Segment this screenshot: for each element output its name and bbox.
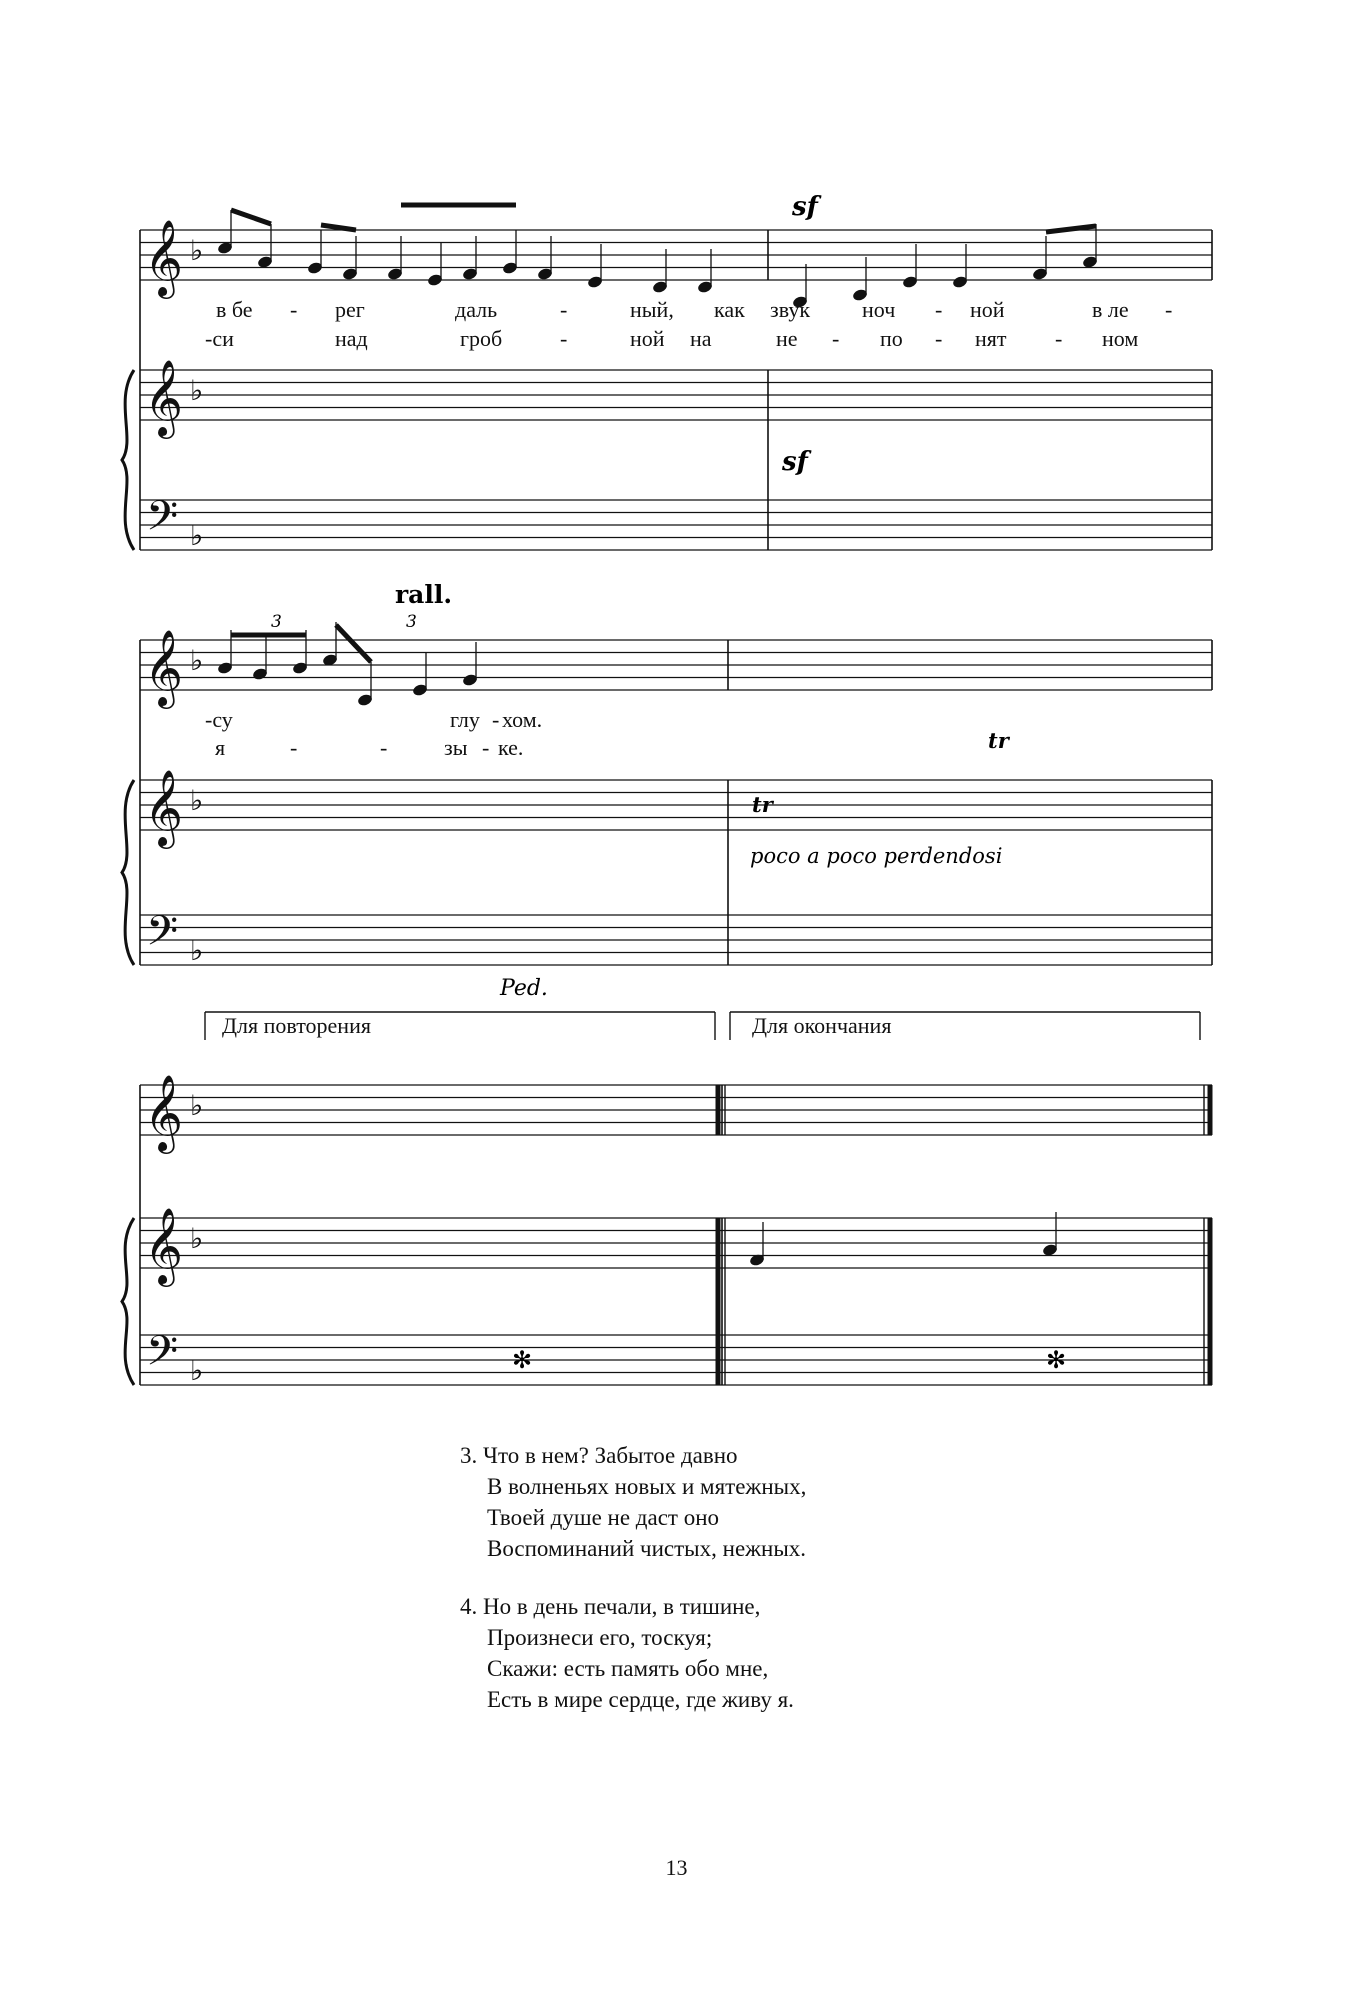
- piano-brace: [122, 780, 134, 965]
- page-number: 13: [665, 1855, 688, 1880]
- verse-line: Скажи: есть память обо мне,: [487, 1656, 769, 1681]
- bass-clef-icon: 𝄢: [146, 1327, 179, 1385]
- verse-line: Есть в мире сердце, где живу я.: [487, 1687, 794, 1712]
- flat-key-signature-icon: ♭: [190, 1089, 204, 1122]
- piano-brace: [122, 1218, 134, 1385]
- lyric-syllable: нят: [975, 326, 1007, 351]
- lyric-syllable: -: [290, 735, 298, 760]
- lyric-syllable: -: [482, 735, 490, 760]
- flat-key-signature-icon: ♭: [190, 374, 204, 407]
- verse-text: Но в день печали, в тишине,: [483, 1594, 761, 1619]
- lyric-syllable: -: [380, 735, 388, 760]
- flat-key-signature-icon: ♭: [190, 934, 204, 967]
- lyric-syllable: ной: [630, 326, 665, 351]
- lyric-syllable: в ле: [1092, 297, 1129, 322]
- piano-brace: [122, 370, 134, 550]
- lyric-syllable: глу: [450, 707, 480, 732]
- treble-clef-icon: 𝄞: [144, 1074, 184, 1151]
- lyric-syllable: -: [935, 326, 943, 351]
- lyric-syllable: как: [714, 297, 745, 322]
- trill-mark-2: tr: [988, 728, 1009, 753]
- expression-poco-a-poco: poco a poco perdendosi: [750, 844, 1003, 868]
- bass-clef-icon: 𝄢: [146, 492, 179, 550]
- dynamic-sf-piano: sf: [782, 447, 808, 477]
- verse-text: Что в нем? Забытое давно: [483, 1443, 738, 1468]
- verse-number: 4.: [460, 1594, 478, 1619]
- lyric-syllable: гроб: [460, 326, 503, 351]
- lyric-syllable: ный,: [630, 297, 674, 322]
- verse-line: Произнеси его, тоскуя;: [487, 1625, 713, 1650]
- treble-clef-icon: 𝄞: [144, 629, 184, 706]
- lyric-syllable: -: [560, 297, 568, 322]
- lyrics-s2-line1: [205, 707, 542, 732]
- treble-clef-icon: 𝄞: [144, 219, 184, 296]
- flat-key-signature-icon: ♭: [190, 1222, 204, 1255]
- treble-clef-icon: 𝄞: [144, 359, 184, 436]
- staff-lines: [122, 219, 1212, 1387]
- lyric-syllable: зы: [444, 735, 468, 760]
- tempo-rall: rall.: [395, 580, 453, 609]
- lyrics-s2-line2: [215, 735, 523, 760]
- lyric-syllable: хом.: [502, 707, 543, 732]
- lyric-syllable: звук: [770, 297, 811, 322]
- lyric-syllable: даль: [455, 297, 498, 322]
- lyric-syllable: -си: [205, 326, 234, 351]
- lyric-syllable: -: [1165, 297, 1173, 322]
- pedal-release-1: ✻: [512, 1346, 533, 1374]
- staff-stroke: [336, 625, 371, 662]
- lyric-syllable: в бе: [216, 297, 253, 322]
- lyrics-s1-line2: [205, 326, 1138, 351]
- verse-line: Твоей душе не даст оно: [487, 1505, 720, 1530]
- lyric-syllable: ноч: [862, 297, 896, 322]
- lyric-syllable: -: [492, 707, 500, 732]
- noteheads: [217, 205, 1099, 1267]
- verse-line: Воспоминаний чистых, нежных.: [487, 1536, 807, 1561]
- verse-line: В волненьях новых и мятежных,: [487, 1474, 807, 1499]
- lyric-syllable: -су: [205, 707, 233, 732]
- volta-2-label: Для окончания: [752, 1013, 892, 1038]
- lyric-syllable: по: [880, 326, 903, 351]
- treble-clef-icon: 𝄞: [144, 769, 184, 846]
- pedal-release-2: ✻: [1046, 1346, 1067, 1374]
- staff-stroke: [1046, 226, 1096, 232]
- lyric-syllable: ном: [1102, 326, 1139, 351]
- verse-number: 3.: [460, 1443, 478, 1468]
- verse-line: [460, 1440, 1060, 1471]
- verse-3: [460, 1440, 1060, 1564]
- staff-stroke: [321, 225, 356, 230]
- flat-key-signature-icon: ♭: [190, 234, 204, 267]
- treble-clef-icon: 𝄞: [144, 1207, 184, 1284]
- trill-mark-1: tr: [752, 792, 773, 817]
- staff-stroke: [231, 210, 271, 224]
- tuplet-3-a: 3: [271, 612, 282, 632]
- dynamic-sf-voice: sf: [792, 192, 818, 222]
- flat-key-signature-icon: ♭: [190, 1354, 204, 1387]
- flat-key-signature-icon: ♭: [190, 644, 204, 677]
- lyrics-s1-line1: [216, 297, 1172, 322]
- verses-block: [460, 1440, 1060, 1742]
- lyric-syllable: -: [935, 297, 943, 322]
- tuplet-3-b: 3: [406, 612, 417, 632]
- lyric-syllable: не: [776, 326, 798, 351]
- verse-line: [460, 1591, 1060, 1622]
- volta-1-label: Для повторения: [222, 1013, 371, 1038]
- lyric-syllable: рег: [335, 297, 365, 322]
- lyric-syllable: на: [690, 326, 712, 351]
- lyric-syllable: -: [290, 297, 298, 322]
- lyric-syllable: ной: [970, 297, 1005, 322]
- lyric-syllable: -: [560, 326, 568, 351]
- bass-clef-icon: 𝄢: [146, 907, 179, 965]
- lyric-syllable: ке.: [498, 735, 524, 760]
- verse-4: [460, 1591, 1060, 1715]
- flat-key-signature-icon: ♭: [190, 519, 204, 552]
- flat-key-signature-icon: ♭: [190, 784, 204, 817]
- pedal-mark: Ped.: [500, 976, 548, 1001]
- lyric-syllable: я: [215, 735, 226, 760]
- lyric-syllable: -: [1055, 326, 1063, 351]
- lyric-syllable: -: [832, 326, 840, 351]
- lyric-syllable: над: [335, 326, 368, 351]
